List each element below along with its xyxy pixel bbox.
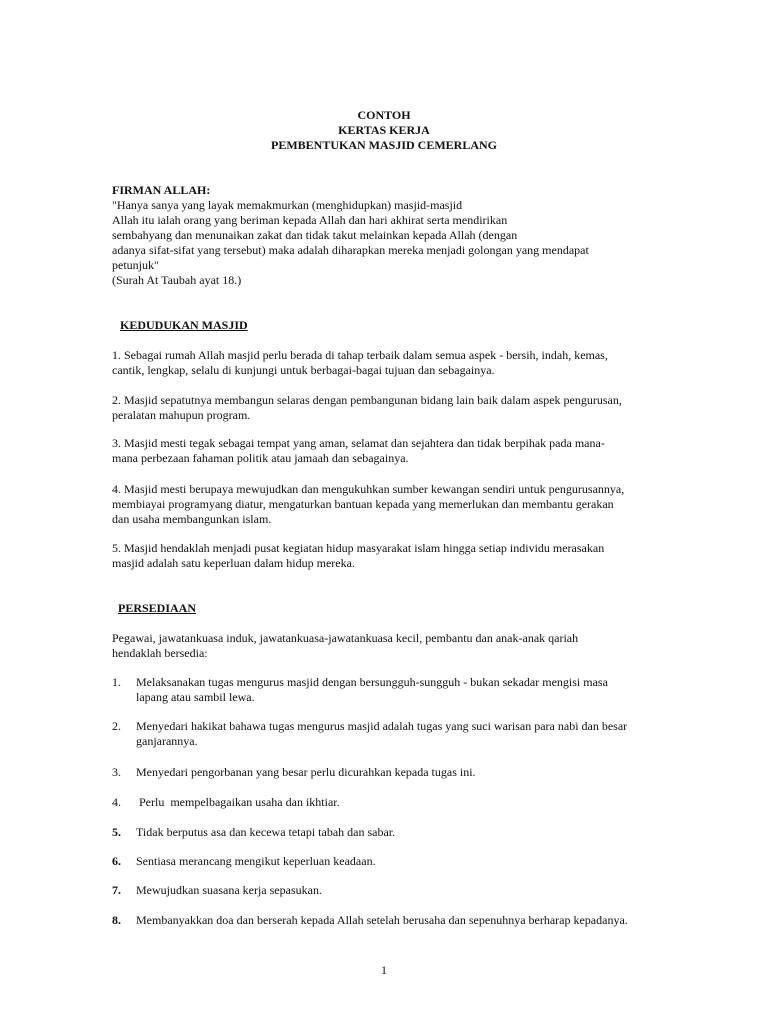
item-line: dan usaha membangunkan islam.	[112, 512, 272, 526]
quote-line: "Hanya sanya yang layak memakmurkan (menghidupkan) masjid-masjid	[112, 198, 463, 212]
kedudukan-item	[112, 541, 672, 571]
item-line: mana perbezaan fahaman politik atau jamaah dan sebagainya.	[112, 451, 409, 465]
list-number: 7.	[112, 883, 121, 897]
item-line: 3. Masjid mesti tegak sebagai tempat yang aman, selamat dan sejahtera dan tidak berpihak pada mana-	[112, 436, 605, 450]
persediaan-intro	[112, 631, 672, 661]
list-number: 8.	[112, 913, 121, 927]
item-line: Menyedari hakikat bahawa tugas mengurus masjid adalah tugas yang suci warisan para nabi dan besar	[136, 719, 628, 733]
list-item: Tidak berputus asa dan kecewa tetapi tabah dan sabar.	[136, 825, 396, 839]
list-number: 3.	[112, 765, 121, 779]
page-number: 1	[381, 963, 387, 977]
item-line: membiayai programyang diatur, mengaturkan bantuan kepada yang memerlukan dan membantu gerakan	[112, 497, 614, 511]
list-item: Membanyakkan doa dan berserah kepada Allah setelah berusaha dan sepenuhnya berharap kepadanya.	[136, 913, 628, 927]
list-item: Perlu mempelbagaikan usaha dan ikhtiar.	[136, 795, 340, 809]
list-number: 2.	[112, 719, 121, 733]
intro-line: Pegawai, jawatankuasa induk, jawatankuasa-jawatankuasa kecil, pembantu dan anak-anak qariah	[112, 631, 579, 645]
kedudukan-item	[112, 436, 672, 466]
kedudukan-heading: KEDUDUKAN MASJID	[120, 318, 248, 332]
item-line: 2. Masjid sepatutnya membangun selaras dengan pembangunan bidang lain baik dalam aspek pengurusan,	[112, 393, 622, 407]
list-number: 5.	[112, 825, 121, 839]
list-item	[136, 675, 681, 705]
persediaan-heading: PERSEDIAAN	[118, 601, 197, 615]
quote-line: adanya sifat-sifat yang tersebut) maka adalah diharapkan mereka menjadi golongan yang mendapat	[112, 243, 589, 257]
item-line: 1. Sebagai rumah Allah masjid perlu berada di tahap terbaik dalam semua aspek - bersih, indah, kemas,	[112, 348, 608, 362]
item-line: lapang atau sambil lewa.	[136, 690, 255, 704]
list-item: Mewujudkan suasana kerja sepasukan.	[136, 883, 322, 897]
item-line: cantik, lengkap, selalu di kunjungi untuk berbagai-bagai tujuan dan sebagainya.	[112, 363, 495, 377]
item-line: ganjarannya.	[136, 734, 198, 748]
firman-section	[112, 183, 672, 288]
firman-heading: FIRMAN ALLAH:	[112, 183, 211, 197]
item-line: peralatan mahupun program.	[112, 408, 251, 422]
item-line: Melaksanakan tugas mengurus masjid dengan bersungguh-sungguh - bukan sekadar mengisi masa	[136, 675, 608, 689]
list-item: Menyedari pengorbanan yang besar perlu dicurahkan kepada tugas ini.	[136, 765, 476, 779]
quote-line: sembahyang dan menunaikan zakat dan tidak takut melainkan kepada Allah (dengan	[112, 228, 518, 242]
intro-line: hendaklah bersedia:	[112, 646, 208, 660]
quote-line: Allah itu ialah orang yang beriman kepada Allah dan hari akhirat serta mendirikan	[112, 213, 508, 227]
quote-citation: (Surah At Taubah ayat 18.)	[112, 273, 242, 287]
kedudukan-item	[112, 482, 672, 527]
list-number: 6.	[112, 854, 121, 868]
item-line: 5. Masjid hendaklah menjadi pusat kegiatan hidup masyarakat islam hingga setiap individu merasakan	[112, 541, 605, 555]
list-item: Sentiasa merancang mengikut keperluan keadaan.	[136, 854, 376, 868]
list-number: 4.	[112, 795, 121, 809]
kedudukan-item	[112, 348, 672, 378]
document-title: PEMBENTUKAN MASJID CEMERLANG	[270, 138, 497, 152]
list-item	[136, 719, 681, 749]
quote-line: petunjuk"	[112, 258, 159, 272]
kedudukan-item	[112, 393, 672, 423]
item-line: 4. Masjid mesti berupaya mewujudkan dan mengukuhkan sumber kewangan sendiri untuk pengurusannya,	[112, 482, 625, 496]
title-line: KERTAS KERJA	[338, 123, 430, 137]
title-line: CONTOH	[357, 108, 411, 122]
item-line: masjid adalah satu keperluan dalam hidup mereka.	[112, 556, 355, 570]
list-number: 1.	[112, 675, 121, 689]
